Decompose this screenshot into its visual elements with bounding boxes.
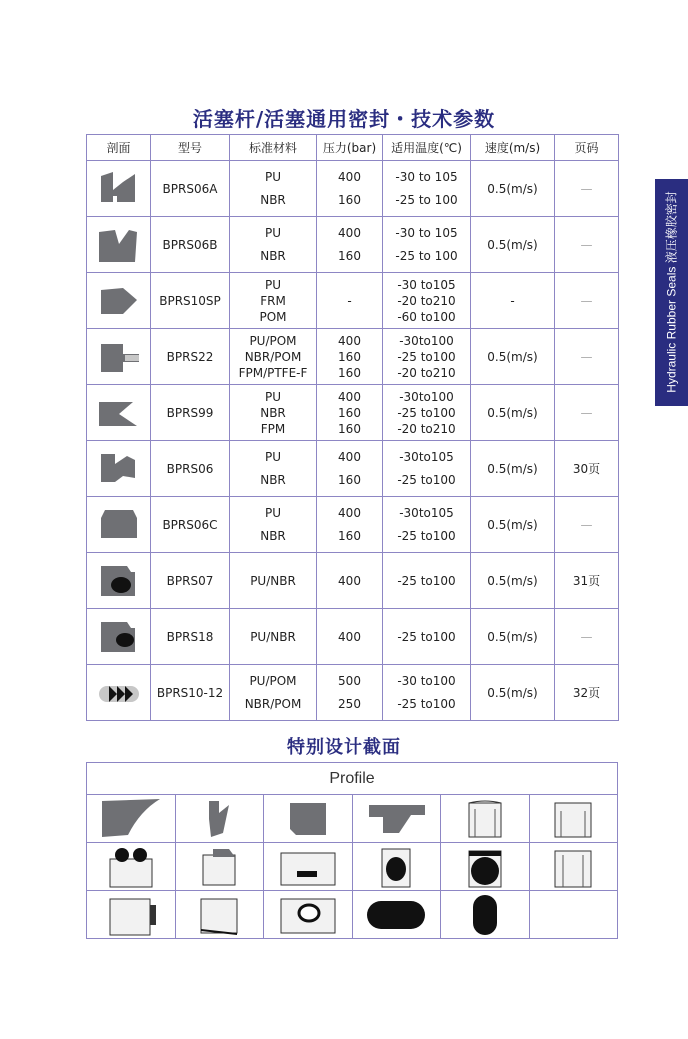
pressure-cell [317,329,383,385]
header-profile: 剖面 [87,135,151,161]
material-cell-value: NBR/POM [244,349,302,364]
pressure-cell-value: 400 [338,629,361,644]
speed-cell: 0.5(m/s) [471,441,555,497]
model-cell: BPRS99 [151,385,230,441]
material-cell [230,217,317,273]
spec-table [86,134,619,721]
speed-cell: 0.5(m/s) [471,553,555,609]
material-cell [230,497,317,553]
profile-cell [87,217,151,273]
temperature-cell-value: -25 to100 [397,349,456,364]
temperature-cell-value: -25 to100 [397,696,456,711]
material-cell-value: PU [264,225,282,240]
pressure-cell-value: 400 [338,505,361,520]
page-cell: — [555,609,619,665]
material-cell-value: NBR [260,248,286,263]
side-tab-label: Hydraulic Rubber Seals 液压橡胶密封 [664,191,679,393]
pressure-cell [317,273,383,329]
temperature-cell-value: -25 to100 [397,573,456,588]
temperature-cell [383,385,471,441]
table-row [87,217,619,273]
temperature-cell-value: -30to100 [399,333,454,348]
temperature-cell-value: -25 to100 [397,528,456,543]
temperature-cell-value: -30 to 105 [395,169,458,184]
profile-shape [175,843,264,891]
header-pressure: 压力(bar) [317,135,383,161]
pressure-cell [317,441,383,497]
page-cell: — [555,273,619,329]
page-cell: — [555,217,619,273]
profile-shape [352,843,441,891]
temperature-cell [383,161,471,217]
model-cell: BPRS10-12 [151,665,230,721]
pressure-cell-value: 400 [338,225,361,240]
pressure-cell [317,609,383,665]
material-cell-value: PU/NBR [250,629,296,644]
temperature-cell-value: -30to105 [399,505,454,520]
page-cell: — [555,497,619,553]
temperature-cell-value: -25 to 100 [395,248,458,263]
page-cell: 31页 [555,553,619,609]
material-cell-value: PU [264,449,282,464]
material-cell [230,161,317,217]
model-cell: BPRS06B [151,217,230,273]
material-cell [230,441,317,497]
table-row [87,329,619,385]
speed-cell: 0.5(m/s) [471,609,555,665]
material-cell-value: PU [264,505,282,520]
model-cell: BPRS07 [151,553,230,609]
profile-table [86,762,618,939]
temperature-cell [383,273,471,329]
profile-cell [87,497,151,553]
material-cell-value: PU [264,277,282,292]
material-cell-value: FPM/PTFE-F [238,365,308,380]
profile-shape [264,795,353,843]
material-cell-value: PU/POM [249,333,297,348]
temperature-cell-value: -30 to 105 [395,225,458,240]
material-cell-value: PU/NBR [250,573,296,588]
temperature-cell-value: -60 to100 [397,309,456,324]
pressure-cell-value: 400 [338,449,361,464]
temperature-cell [383,329,471,385]
header-material: 标准材料 [230,135,317,161]
profile-cell [87,665,151,721]
temperature-cell-value: -25 to100 [397,472,456,487]
material-cell-value: NBR [260,192,286,207]
profile-cell [87,273,151,329]
pressure-cell-value: 160 [338,349,361,364]
temperature-cell [383,609,471,665]
speed-cell: 0.5(m/s) [471,217,555,273]
temperature-cell-value: -25 to100 [397,405,456,420]
temperature-cell-value: -30 to100 [397,673,456,688]
section-title: 特别设计截面 [287,737,401,758]
temperature-cell-value: -30to105 [399,449,454,464]
model-cell: BPRS06 [151,441,230,497]
pressure-cell [317,385,383,441]
header-page: 页码 [555,135,619,161]
profile-empty [529,891,618,939]
pressure-cell [317,553,383,609]
profile-shape [175,891,264,939]
material-cell-value: NBR/POM [244,696,302,711]
profile-cell [87,385,151,441]
profile-cell [87,609,151,665]
table-row [87,609,619,665]
material-cell [230,553,317,609]
pressure-cell [317,665,383,721]
temperature-cell-value: -20 to210 [397,293,456,308]
temperature-cell [383,217,471,273]
temperature-cell-value: -30 to105 [397,277,456,292]
pressure-cell-value: 160 [338,405,361,420]
pressure-cell-value: 160 [338,365,361,380]
model-cell: BPRS06C [151,497,230,553]
temperature-cell-value: -20 to210 [397,365,456,380]
pressure-cell [317,161,383,217]
page-cell: — [555,161,619,217]
profile-shape [441,795,530,843]
table-header-row [87,135,619,161]
material-cell-value: NBR [260,528,286,543]
header-speed: 速度(m/s) [471,135,555,161]
temperature-cell-value: -25 to 100 [395,192,458,207]
table-row [87,161,619,217]
table-row [87,273,619,329]
profile-cell [87,441,151,497]
pressure-cell-value: 160 [338,421,361,436]
material-cell-value: NBR [260,472,286,487]
pressure-cell-value: - [347,293,352,308]
material-cell-value: PU/POM [249,673,297,688]
profile-shape [352,891,441,939]
material-cell-value: PU [264,389,282,404]
table-row [87,497,619,553]
pressure-cell-value: 160 [338,528,361,543]
material-cell-value: NBR [260,405,286,420]
pressure-cell-value: 250 [338,696,361,711]
pressure-cell-value: 400 [338,389,361,404]
material-cell [230,273,317,329]
pressure-cell-value: 400 [338,169,361,184]
table-row [87,441,619,497]
header-temperature: 适用温度(℃) [383,135,471,161]
profile-shape [441,843,530,891]
profile-shape [441,891,530,939]
temperature-cell-value: -20 to210 [397,421,456,436]
table-row [87,385,619,441]
speed-cell: 0.5(m/s) [471,497,555,553]
pressure-cell-value: 160 [338,248,361,263]
profile-cell [87,329,151,385]
pressure-cell-value: 400 [338,573,361,588]
speed-cell: 0.5(m/s) [471,665,555,721]
temperature-cell [383,497,471,553]
speed-cell: 0.5(m/s) [471,161,555,217]
material-cell-value: PU [264,169,282,184]
speed-cell: 0.5(m/s) [471,329,555,385]
speed-cell: - [471,273,555,329]
pressure-cell [317,497,383,553]
page-title: 活塞杆/活塞通用密封・技术参数 [192,107,496,131]
pressure-cell-value: 160 [338,192,361,207]
temperature-cell-value: -30to100 [399,389,454,404]
profile-shape [87,891,176,939]
material-cell-value: FRM [260,293,286,308]
table-row [87,553,619,609]
profile-shape [529,843,618,891]
side-tab [655,179,688,406]
material-cell-value: POM [259,309,287,324]
profile-cell [87,553,151,609]
pressure-cell [317,217,383,273]
model-cell: BPRS10SP [151,273,230,329]
pressure-cell-value: 160 [338,472,361,487]
table-row [87,665,619,721]
material-cell [230,385,317,441]
page-cell: — [555,385,619,441]
profile-cell [87,161,151,217]
profile-header: Profile [87,763,618,795]
pressure-cell-value: 500 [338,673,361,688]
temperature-cell-value: -25 to100 [397,629,456,644]
pressure-cell-value: 400 [338,333,361,348]
model-cell: BPRS18 [151,609,230,665]
temperature-cell [383,441,471,497]
material-cell [230,609,317,665]
page-cell: 32页 [555,665,619,721]
page-cell: 30页 [555,441,619,497]
profile-shape [529,795,618,843]
temperature-cell [383,665,471,721]
material-cell [230,665,317,721]
model-cell: BPRS06A [151,161,230,217]
model-cell: BPRS22 [151,329,230,385]
header-model: 型号 [151,135,230,161]
material-cell [230,329,317,385]
profile-shape [175,795,264,843]
page-cell: — [555,329,619,385]
profile-shape [264,843,353,891]
profile-shape [87,795,176,843]
speed-cell: 0.5(m/s) [471,385,555,441]
profile-shape [352,795,441,843]
material-cell-value: FPM [260,421,286,436]
profile-shape [264,891,353,939]
temperature-cell [383,553,471,609]
profile-shape [87,843,176,891]
